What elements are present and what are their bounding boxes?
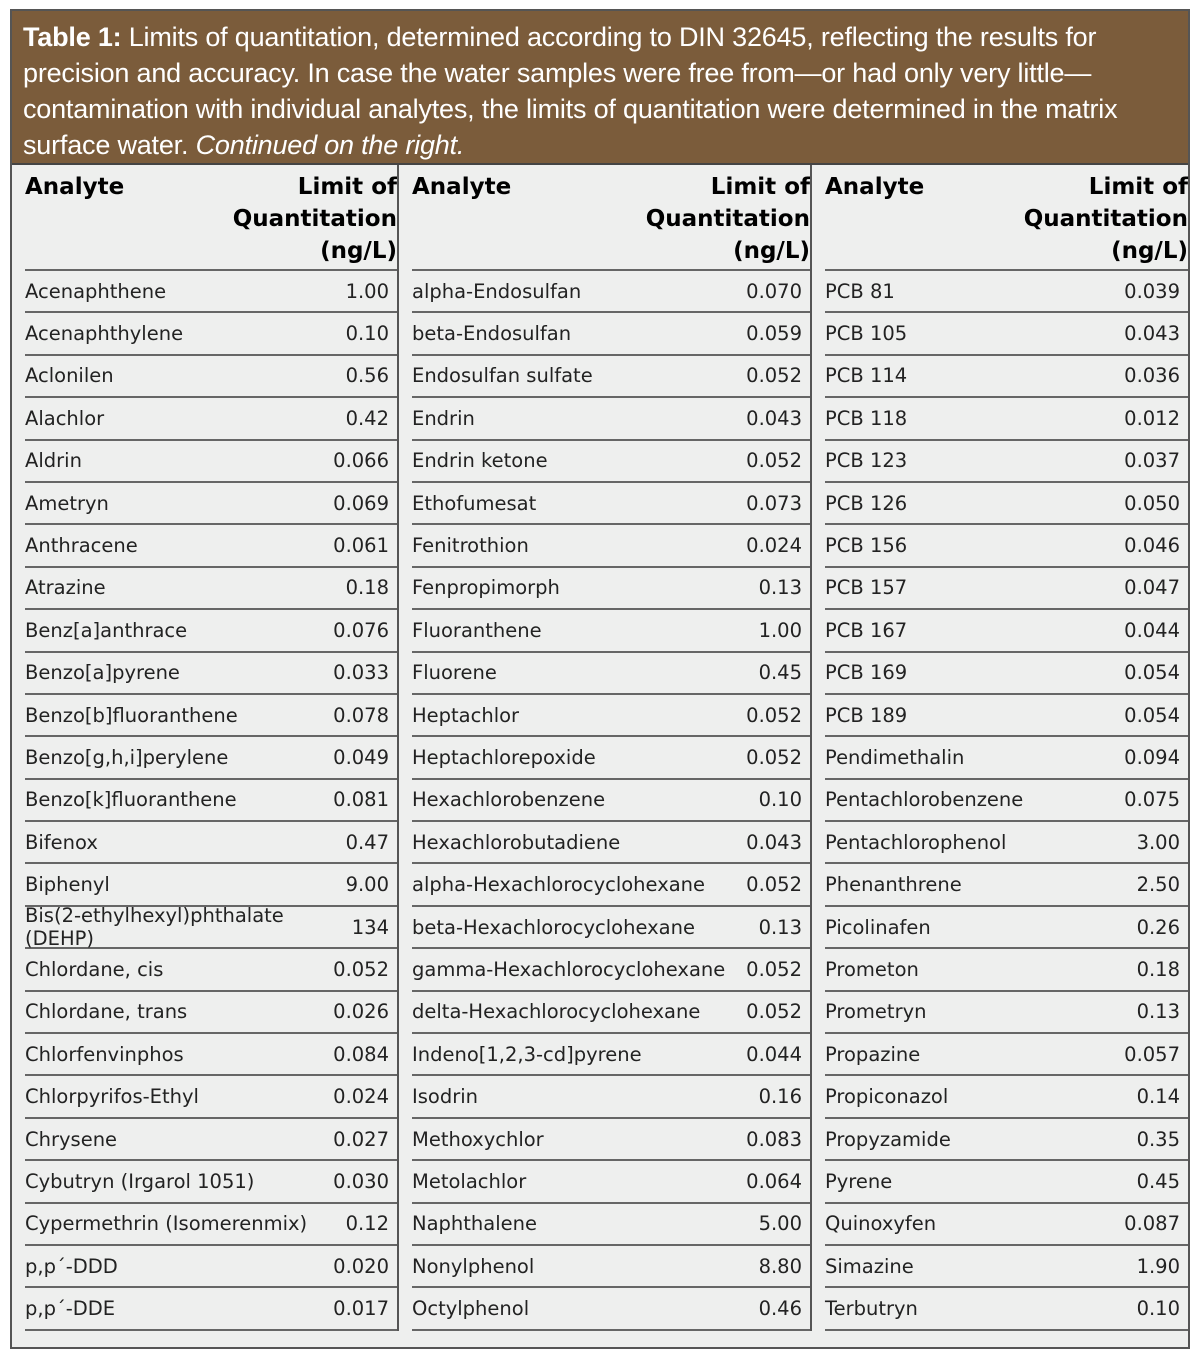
loq-value: 0.052 [746, 449, 802, 473]
table-row [412, 695, 810, 737]
header-loq-line: Quantitation [232, 206, 397, 232]
table-frame [10, 9, 1190, 1349]
header-loq-line: Limit of [710, 174, 810, 200]
table-row [825, 525, 1188, 567]
loq-value: 0.073 [746, 491, 802, 515]
table-row [825, 1034, 1188, 1076]
table-row [412, 1161, 810, 1203]
loq-value: 0.13 [758, 576, 802, 600]
analyte-name: Naphthalene [412, 1212, 537, 1236]
table-row [825, 610, 1188, 652]
analyte-name: Octylphenol [412, 1297, 530, 1321]
table-row [25, 1161, 397, 1203]
table-row [412, 1034, 810, 1076]
table-row [25, 525, 397, 567]
analyte-name: Endosulfan sulfate [412, 364, 593, 388]
analyte-name: Quinoxyfen [825, 1212, 937, 1236]
loq-value: 0.084 [333, 1042, 389, 1066]
loq-value: 0.26 [1136, 915, 1180, 939]
table-row [825, 568, 1188, 610]
table-row [412, 313, 810, 355]
header-loq-line: Limit of [1088, 174, 1188, 200]
table-row [825, 356, 1188, 398]
analyte-name: beta-Endosulfan [412, 322, 572, 346]
table-row [25, 949, 397, 991]
table-row [412, 992, 810, 1034]
column-header [412, 165, 810, 271]
table-row [825, 864, 1188, 906]
analyte-name: Heptachlorepoxide [412, 745, 596, 769]
analyte-name: Indeno[1,2,3-cd]pyrene [412, 1042, 642, 1066]
loq-value: 0.052 [746, 703, 802, 727]
table-row [825, 1119, 1188, 1161]
analyte-name: Nonylphenol [412, 1254, 535, 1278]
analyte-name: Bifenox [25, 830, 98, 854]
analyte-name: PCB 157 [825, 576, 908, 600]
table-column-3 [810, 165, 1188, 1331]
table-row [412, 610, 810, 652]
analyte-name: PCB 118 [825, 406, 908, 430]
header-loq-line: Limit of [297, 174, 397, 200]
loq-value: 0.18 [345, 576, 389, 600]
loq-value: 1.00 [345, 279, 389, 303]
loq-value: 0.047 [1124, 576, 1180, 600]
table-row [412, 1246, 810, 1288]
loq-value: 0.044 [746, 1042, 802, 1066]
header-analyte: Analyte [412, 174, 512, 200]
loq-value: 0.044 [1124, 618, 1180, 642]
loq-value: 0.024 [746, 534, 802, 558]
loq-value: 0.037 [1124, 449, 1180, 473]
table-row [825, 441, 1188, 483]
analyte-name: PCB 169 [825, 661, 908, 685]
analyte-name: Isodrin [412, 1085, 479, 1109]
loq-value: 0.47 [345, 830, 389, 854]
table-row [25, 864, 397, 906]
column-header [25, 165, 397, 271]
loq-value: 0.050 [1124, 491, 1180, 515]
table-row [25, 1288, 397, 1330]
table-row [25, 1076, 397, 1118]
table-row [825, 1288, 1188, 1330]
analyte-name: Propyzamide [825, 1127, 951, 1151]
loq-value: 0.043 [746, 830, 802, 854]
analyte-name: Benz[a]anthrace [25, 618, 188, 642]
header-analyte: Analyte [825, 174, 925, 200]
table-row [25, 1204, 397, 1246]
table-row [825, 1246, 1188, 1288]
loq-value: 0.017 [333, 1297, 389, 1321]
table-row [825, 1076, 1188, 1118]
table-row [25, 822, 397, 864]
analyte-name: Fenitrothion [412, 534, 529, 558]
analyte-name: Pendimethalin [825, 745, 965, 769]
table-row [825, 695, 1188, 737]
header-loq-line: (ng/L) [1111, 238, 1188, 264]
analyte-name: Fluoranthene [412, 618, 542, 642]
table-row [412, 949, 810, 991]
column-header [825, 165, 1188, 271]
loq-value: 0.059 [746, 322, 802, 346]
table-row [412, 398, 810, 440]
analyte-name: Acenaphthene [25, 279, 167, 303]
header-loq-line: (ng/L) [320, 238, 397, 264]
table-column-1 [12, 165, 397, 1331]
analyte-name: Chlordane, trans [25, 1000, 188, 1024]
loq-value: 0.094 [1124, 745, 1180, 769]
analyte-name: Benzo[a]pyrene [25, 661, 180, 685]
caption-note: Continued on the right. [195, 130, 465, 160]
table-row [412, 568, 810, 610]
table-row [412, 271, 810, 313]
analyte-name: Atrazine [25, 576, 106, 600]
analyte-name: Ethofumesat [412, 491, 537, 515]
loq-value: 0.16 [758, 1085, 802, 1109]
table-row [25, 441, 397, 483]
loq-value: 0.052 [746, 957, 802, 981]
loq-value: 0.043 [746, 406, 802, 430]
table-row [825, 313, 1188, 355]
table-row [25, 780, 397, 822]
table-row [25, 904, 397, 951]
analyte-name: Benzo[g,h,i]perylene [25, 745, 229, 769]
analyte-name: Endrin ketone [412, 449, 548, 473]
caption-text: Limits of quantitation, determined according to DIN 32645, reflecting the results for precision and accuracy. In case the water samples were free from—or had only very little—contamination with individual analytes, the limits of quantitation were determined in the matrix surface water. [23, 22, 1118, 160]
loq-value: 0.18 [1136, 957, 1180, 981]
analyte-name: Endrin [412, 406, 475, 430]
table-row [412, 483, 810, 525]
loq-value: 0.027 [333, 1127, 389, 1151]
table-row [825, 907, 1188, 949]
analyte-name: Chlorfenvinphos [25, 1042, 184, 1066]
analyte-name: PCB 189 [825, 703, 908, 727]
table-caption [12, 11, 1188, 165]
loq-value: 0.036 [1124, 364, 1180, 388]
table-row [412, 356, 810, 398]
loq-value: 0.043 [1124, 322, 1180, 346]
table-row [412, 525, 810, 567]
table-row [25, 356, 397, 398]
loq-value: 0.081 [333, 788, 389, 812]
analyte-name: gamma-Hexachlorocyclohexane [412, 957, 726, 981]
loq-value: 0.064 [746, 1169, 802, 1193]
loq-value: 0.35 [1136, 1127, 1180, 1151]
loq-value: 0.026 [333, 1000, 389, 1024]
loq-value: 0.012 [1124, 406, 1180, 430]
table-row [25, 695, 397, 737]
analyte-name: PCB 81 [825, 279, 895, 303]
loq-value: 1.90 [1136, 1254, 1180, 1278]
table-row [412, 864, 810, 906]
header-loq-line: Quantitation [645, 206, 810, 232]
loq-value: 134 [351, 915, 389, 939]
loq-value: 0.024 [333, 1085, 389, 1109]
table-row [25, 737, 397, 779]
analyte-name: Picolinafen [825, 915, 931, 939]
loq-value: 9.00 [345, 873, 389, 897]
table-row [25, 568, 397, 610]
loq-value: 0.066 [333, 449, 389, 473]
caption-label: Table 1: [23, 22, 122, 52]
table-row [25, 992, 397, 1034]
analyte-name: Pentachlorophenol [825, 830, 1007, 854]
analyte-name: Prometon [825, 957, 919, 981]
table-row [25, 483, 397, 525]
analyte-name: p,p´-DDE [25, 1297, 116, 1321]
table-row [412, 1288, 810, 1330]
loq-value: 0.052 [333, 957, 389, 981]
loq-value: 0.052 [746, 364, 802, 388]
loq-value: 0.10 [345, 322, 389, 346]
loq-value: 0.46 [758, 1297, 802, 1321]
table-row [825, 483, 1188, 525]
header-loq [1024, 171, 1188, 269]
loq-value: 8.80 [758, 1254, 802, 1278]
table-row [412, 780, 810, 822]
analyte-name: Aldrin [25, 449, 82, 473]
loq-value: 0.45 [1136, 1169, 1180, 1193]
table-row [25, 653, 397, 695]
loq-value: 0.052 [746, 1000, 802, 1024]
analyte-name: Aclonilen [25, 364, 114, 388]
loq-value: 3.00 [1136, 830, 1180, 854]
table-row [825, 949, 1188, 991]
table-row [412, 1204, 810, 1246]
table-row [825, 737, 1188, 779]
table-row [25, 1119, 397, 1161]
loq-value: 0.049 [333, 745, 389, 769]
loq-value: 0.061 [333, 534, 389, 558]
analyte-name: Propiconazol [825, 1085, 949, 1109]
analyte-name: Hexachlorobutadiene [412, 830, 621, 854]
loq-value: 0.087 [1124, 1212, 1180, 1236]
loq-value: 0.033 [333, 661, 389, 685]
analyte-name: Fluorene [412, 661, 497, 685]
header-loq [646, 171, 810, 269]
table-row [412, 907, 810, 949]
table-row [25, 610, 397, 652]
analyte-name: Benzo[k]fluoranthene [25, 788, 237, 812]
table-row [825, 992, 1188, 1034]
analyte-name: Heptachlor [412, 703, 520, 727]
loq-value: 0.13 [758, 915, 802, 939]
analyte-name: PCB 114 [825, 364, 908, 388]
analyte-name: alpha-Hexachlorocyclohexane [412, 873, 706, 897]
analyte-name: PCB 123 [825, 449, 908, 473]
table-row [412, 822, 810, 864]
loq-value: 0.45 [758, 661, 802, 685]
table-row [825, 653, 1188, 695]
loq-value: 0.070 [746, 279, 802, 303]
table-row [825, 1204, 1188, 1246]
analyte-name: delta-Hexachlorocyclohexane [412, 1000, 701, 1024]
loq-value: 0.10 [758, 788, 802, 812]
loq-value: 0.13 [1136, 1000, 1180, 1024]
analyte-name: Hexachlorobenzene [412, 788, 606, 812]
analyte-name: Biphenyl [25, 873, 110, 897]
analyte-name: Propazine [825, 1042, 921, 1066]
loq-value: 0.052 [746, 873, 802, 897]
table-row [25, 1034, 397, 1076]
loq-value: 0.054 [1124, 661, 1180, 685]
loq-value: 0.56 [345, 364, 389, 388]
loq-value: 0.10 [1136, 1297, 1180, 1321]
analyte-name: Benzo[b]fluoranthene [25, 703, 238, 727]
loq-value: 0.046 [1124, 534, 1180, 558]
analyte-name: PCB 156 [825, 534, 908, 558]
loq-value: 0.42 [345, 406, 389, 430]
table-row [825, 822, 1188, 864]
analyte-name: Terbutryn [825, 1297, 918, 1321]
analyte-name: PCB 126 [825, 491, 908, 515]
analyte-name: alpha-Endosulfan [412, 279, 582, 303]
loq-value: 0.12 [345, 1212, 389, 1236]
loq-value: 0.030 [333, 1169, 389, 1193]
loq-value: 0.052 [746, 745, 802, 769]
loq-value: 0.057 [1124, 1042, 1180, 1066]
analyte-name: Cybutryn (Irgarol 1051) [25, 1169, 255, 1193]
analyte-name: Phenanthrene [825, 873, 962, 897]
header-loq [233, 171, 397, 269]
analyte-name: Pentachlorobenzene [825, 788, 1024, 812]
loq-value: 0.083 [746, 1127, 802, 1151]
analyte-name: Chlordane, cis [25, 957, 164, 981]
analyte-name: PCB 105 [825, 322, 908, 346]
table-row [412, 653, 810, 695]
analyte-name: Prometryn [825, 1000, 927, 1024]
header-loq-line: Quantitation [1023, 206, 1188, 232]
table-row [825, 271, 1188, 313]
loq-value: 0.078 [333, 703, 389, 727]
table-row [412, 1076, 810, 1118]
loq-value: 1.00 [758, 618, 802, 642]
table-row [25, 1246, 397, 1288]
analyte-name: Fenpropimorph [412, 576, 560, 600]
loq-value: 0.054 [1124, 703, 1180, 727]
header-analyte: Analyte [25, 174, 125, 200]
table-row [825, 780, 1188, 822]
table-row [412, 441, 810, 483]
limits-table [12, 165, 1188, 1331]
analyte-name: Cypermethrin (Isomerenmix) [25, 1212, 308, 1236]
loq-value: 0.069 [333, 491, 389, 515]
analyte-name: Methoxychlor [412, 1127, 544, 1151]
loq-value: 5.00 [758, 1212, 802, 1236]
analyte-name: Chlorpyrifos-Ethyl [25, 1085, 199, 1109]
analyte-name: Metolachlor [412, 1169, 527, 1193]
table-row [412, 1119, 810, 1161]
loq-value: 0.075 [1124, 788, 1180, 812]
table-column-2 [397, 165, 810, 1331]
analyte-name: Ametryn [25, 491, 109, 515]
analyte-name: PCB 167 [825, 618, 908, 642]
analyte-name: Anthracene [25, 534, 138, 558]
analyte-name: Simazine [825, 1254, 914, 1278]
loq-value: 0.020 [333, 1254, 389, 1278]
analyte-name: Chrysene [25, 1127, 118, 1151]
analyte-name: beta-Hexachlorocyclohexane [412, 915, 695, 939]
table-row [825, 398, 1188, 440]
table-row [25, 313, 397, 355]
loq-value: 0.14 [1136, 1085, 1180, 1109]
loq-value: 0.076 [333, 618, 389, 642]
table-row [25, 271, 397, 313]
analyte-name: Bis(2-ethylhexyl)phthalate (DEHP) [25, 904, 284, 951]
table-row [825, 1161, 1188, 1203]
table-row [25, 398, 397, 440]
loq-value: 2.50 [1136, 873, 1180, 897]
analyte-name: Pyrene [825, 1169, 893, 1193]
loq-value: 0.039 [1124, 279, 1180, 303]
analyte-name: p,p´-DDD [25, 1254, 118, 1278]
header-loq-line: (ng/L) [733, 238, 810, 264]
analyte-name: Acenaphthylene [25, 322, 184, 346]
table-row [412, 737, 810, 779]
analyte-name: Alachlor [25, 406, 105, 430]
